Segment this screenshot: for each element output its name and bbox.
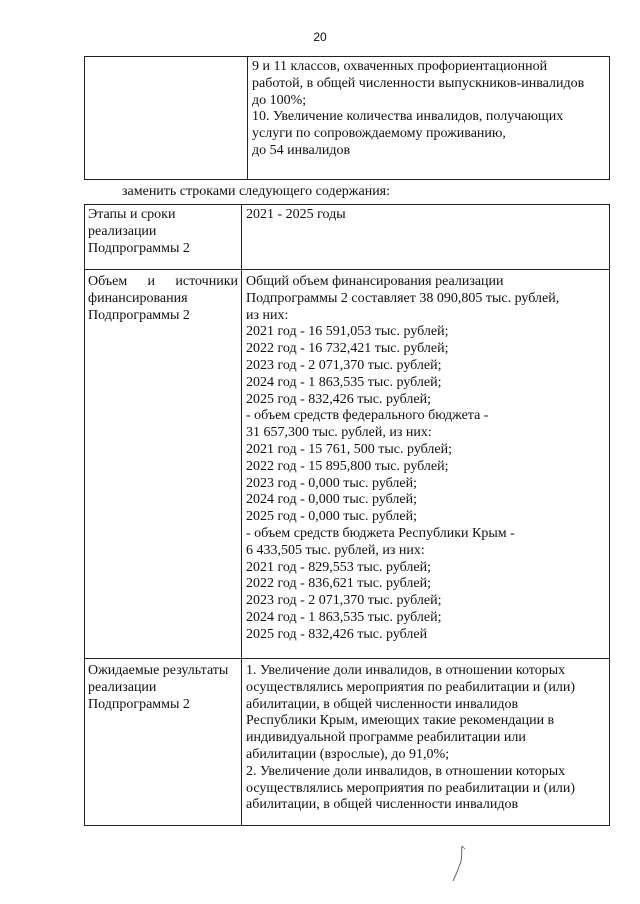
- continued-table-row: [85, 57, 610, 180]
- financing-line: 2021 год - 15 761, 500 тыс. рублей;: [246, 441, 453, 457]
- financing-line: 2025 год - 832,426 тыс. рублей;: [246, 391, 432, 407]
- handwritten-mark: [448, 844, 472, 884]
- results-row: [85, 659, 610, 826]
- financing-line: 2024 год - 1 863,535 тыс. рублей;: [246, 374, 442, 390]
- results-line: 2. Увеличение доли инвалидов, в отношении которых: [246, 763, 566, 779]
- results-label-line: Ожидаемые результаты: [88, 663, 229, 678]
- results-value-cell: [242, 659, 610, 826]
- financing-line: 6 433,505 тыс. рублей, из них:: [246, 542, 425, 558]
- financing-line: - объем средств бюджета Республики Крым -: [246, 525, 515, 541]
- stages-label-line: Подпрограммы 2: [88, 240, 190, 256]
- continued-text-line: 10. Увеличение количества инвалидов, получающих: [252, 109, 564, 125]
- stages-row: [85, 205, 610, 270]
- stages-label-line: Этапы и сроки: [88, 207, 176, 222]
- financing-label-line: Объем и источники: [88, 274, 238, 289]
- financing-line: Общий объем финансирования реализации: [246, 274, 504, 289]
- financing-line: 31 657,300 тыс. рублей, из них:: [246, 425, 432, 441]
- page-number: 20: [313, 30, 327, 44]
- results-label-line: реализации: [88, 679, 157, 695]
- continued-text-line: до 54 инвалидов: [252, 142, 351, 158]
- results-line: абилитации, в общей численности инвалидов: [246, 696, 519, 712]
- financing-line: 2024 год - 0,000 тыс. рублей;: [246, 492, 418, 508]
- results-line: абилитации, в общей численности инвалидов: [246, 797, 519, 813]
- stages-label-cell: [85, 205, 242, 270]
- stages-value: 2021 - 2025 годы: [246, 207, 346, 222]
- results-line: индивидуальной программе реабилитации или: [246, 730, 526, 746]
- results-line: 1. Увеличение доли инвалидов, в отношении которых: [246, 663, 566, 678]
- continued-table-left-cell: [85, 57, 248, 180]
- continued-text-line: услуги по сопровождаемому проживанию,: [252, 126, 506, 142]
- financing-line: 2025 год - 832,426 тыс. рублей: [246, 626, 428, 642]
- financing-label-cell: [85, 270, 242, 659]
- financing-row: [85, 270, 610, 659]
- financing-line: 2025 год - 0,000 тыс. рублей;: [246, 509, 418, 525]
- continued-table-right-cell: [248, 57, 610, 180]
- financing-line: 2022 год - 16 732,421 тыс. рублей;: [246, 341, 449, 357]
- financing-label-line: финансирования: [88, 290, 188, 306]
- results-line: осуществлялись мероприятия по реабилитации и (или): [246, 780, 575, 796]
- results-line: Республики Крым, имеющих такие рекомендации в: [246, 713, 555, 729]
- financing-line: из них:: [246, 307, 289, 323]
- financing-label-line: Подпрограммы 2: [88, 307, 190, 323]
- financing-line: 2024 год - 1 863,535 тыс. рублей;: [246, 609, 442, 625]
- results-line: абилитации (взрослые), до 91,0%;: [246, 746, 450, 762]
- financing-line: Подпрограммы 2 составляет 38 090,805 тыс. рублей,: [246, 290, 560, 306]
- financing-line: 2023 год - 0,000 тыс. рублей;: [246, 475, 418, 491]
- financing-value-cell: [242, 270, 610, 659]
- financing-line: 2022 год - 15 895,800 тыс. рублей;: [246, 458, 449, 474]
- continued-text-line: работой, в общей численности выпускников-инвалидов: [252, 75, 585, 91]
- passport-table: [84, 204, 610, 826]
- financing-line: 2021 год - 829,553 тыс. рублей;: [246, 559, 432, 575]
- results-label-line: Подпрограммы 2: [88, 696, 190, 712]
- continued-text-line: 9 и 11 классов, охваченных профориентационной: [252, 59, 548, 74]
- results-line: осуществлялись мероприятия по реабилитации и (или): [246, 679, 575, 695]
- financing-line: 2021 год - 16 591,053 тыс. рублей;: [246, 324, 449, 340]
- continued-table: [84, 56, 610, 180]
- stages-label-line: реализации: [88, 223, 157, 239]
- financing-line: 2023 год - 2 071,370 тыс. рублей;: [246, 593, 442, 609]
- stages-value-cell: [242, 205, 610, 270]
- results-label-cell: [85, 659, 242, 826]
- financing-line: 2022 год - 836,621 тыс. рублей;: [246, 576, 432, 592]
- financing-line: 2023 год - 2 071,370 тыс. рублей;: [246, 357, 442, 373]
- continued-text-line: до 100%;: [252, 92, 307, 108]
- financing-line: - объем средств федерального бюджета -: [246, 408, 489, 424]
- replacement-intro-text: заменить строками следующего содержания:: [122, 184, 391, 199]
